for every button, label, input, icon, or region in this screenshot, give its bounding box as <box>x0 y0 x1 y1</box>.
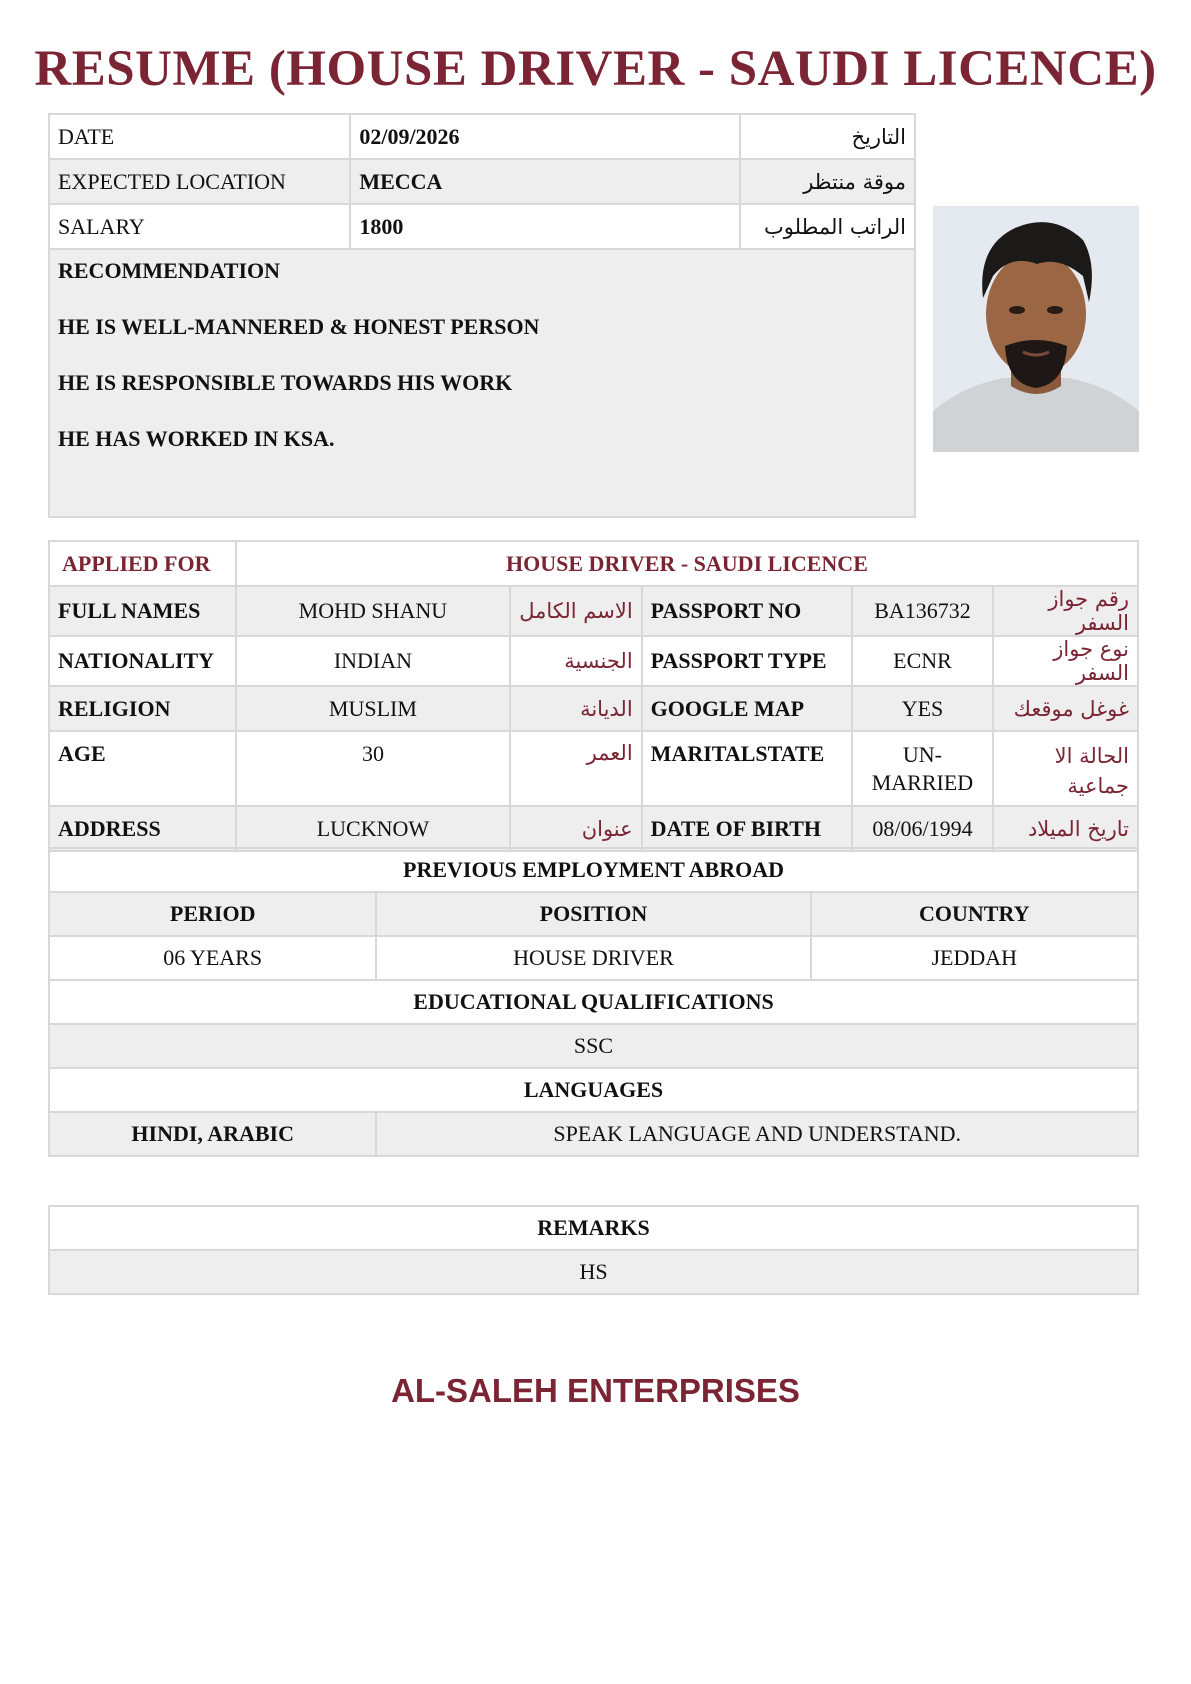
recommendation-heading: RECOMMENDATION <box>58 258 281 283</box>
dob-value: 08/06/1994 <box>852 806 994 851</box>
passport-type-label: PASSPORT TYPE <box>642 636 852 686</box>
dob-arabic-label: تاريخ الميلاد <box>993 806 1138 851</box>
details-row <box>49 686 1138 731</box>
personal-details-table <box>48 540 1139 852</box>
date-row <box>49 114 915 159</box>
salary-row <box>49 204 915 249</box>
age-arabic-label: العمر <box>510 731 642 806</box>
date-arabic-label: التاريخ <box>740 114 915 159</box>
candidate-photo-illustration <box>933 206 1139 452</box>
religion-label: RELIGION <box>49 686 236 731</box>
employment-table <box>48 847 1139 1157</box>
languages-heading-row <box>49 1068 1138 1112</box>
page-title: RESUME (HOUSE DRIVER - SAUDI LICENCE) <box>34 41 1157 97</box>
passport-no-value: BA136732 <box>852 586 994 636</box>
location-value: MECCA <box>350 159 740 204</box>
recommendation-line: HE IS RESPONSIBLE TOWARDS HIS WORK <box>58 370 513 395</box>
location-row <box>49 159 915 204</box>
languages-list: HINDI, ARABIC <box>49 1112 376 1156</box>
recommendation-line: HE IS WELL-MANNERED & HONEST PERSON <box>58 314 540 339</box>
google-map-arabic-label: غوغل موقعك <box>993 686 1138 731</box>
remarks-heading: REMARKS <box>49 1206 1138 1250</box>
marital-value: UN-MARRIED <box>852 731 994 806</box>
recommendation-row <box>49 249 915 517</box>
dob-label: DATE OF BIRTH <box>642 806 852 851</box>
nationality-arabic-label: الجنسية <box>510 636 642 686</box>
nationality-value: INDIAN <box>236 636 510 686</box>
remarks-value: HS <box>49 1250 1138 1294</box>
date-label: DATE <box>49 114 350 159</box>
education-value-row <box>49 1024 1138 1068</box>
header-info-table <box>48 113 916 518</box>
full-names-label: FULL NAMES <box>49 586 236 636</box>
google-map-value: YES <box>852 686 994 731</box>
passport-no-label: PASSPORT NO <box>642 586 852 636</box>
languages-level: SPEAK LANGUAGE AND UNDERSTAND. <box>376 1112 1138 1156</box>
languages-heading: LANGUAGES <box>49 1068 1138 1112</box>
details-row <box>49 586 1138 636</box>
employment-period: 06 YEARS <box>49 936 376 980</box>
education-value: SSC <box>49 1024 1138 1068</box>
company-name: AL-SALEH ENTERPRISES <box>391 1372 800 1409</box>
education-heading: EDUCATIONAL QUALIFICATIONS <box>49 980 1138 1024</box>
details-row <box>49 636 1138 686</box>
passport-type-value: ECNR <box>852 636 994 686</box>
candidate-photo <box>933 206 1139 452</box>
column-period: PERIOD <box>49 892 376 936</box>
address-label: ADDRESS <box>49 806 236 851</box>
age-label: AGE <box>49 731 236 806</box>
age-value: 30 <box>236 731 510 806</box>
passport-no-arabic-label: رقم جواز السفر <box>993 586 1138 636</box>
marital-arabic-label: الحالة الا جماعية <box>993 731 1138 806</box>
languages-row <box>49 1112 1138 1156</box>
full-names-arabic-label: الاسم الكامل <box>510 586 642 636</box>
employment-columns-row <box>49 892 1138 936</box>
column-country: COUNTRY <box>811 892 1138 936</box>
address-arabic-label: عنوان <box>510 806 642 851</box>
full-names-value: MOHD SHANU <box>236 586 510 636</box>
location-arabic-label: موقة منتظر <box>740 159 915 204</box>
employment-country: JEDDAH <box>811 936 1138 980</box>
recommendation-line: HE HAS WORKED IN KSA. <box>58 426 335 451</box>
date-value: 02/09/2026 <box>350 114 740 159</box>
religion-arabic-label: الديانة <box>510 686 642 731</box>
table-row <box>49 936 1138 980</box>
remarks-value-row <box>49 1250 1138 1294</box>
nationality-label: NATIONALITY <box>49 636 236 686</box>
address-value: LUCKNOW <box>236 806 510 851</box>
religion-value: MUSLIM <box>236 686 510 731</box>
employment-heading-row <box>49 848 1138 892</box>
employment-position: HOUSE DRIVER <box>376 936 810 980</box>
applied-for-row <box>49 541 1138 586</box>
recommendation-block <box>49 249 915 517</box>
column-position: POSITION <box>376 892 810 936</box>
salary-label: SALARY <box>49 204 350 249</box>
remarks-heading-row <box>49 1206 1138 1250</box>
details-row <box>49 806 1138 851</box>
marital-label: MARITALSTATE <box>642 731 852 806</box>
education-heading-row <box>49 980 1138 1024</box>
salary-value: 1800 <box>350 204 740 249</box>
passport-type-arabic-label: نوع جواز السفر <box>993 636 1138 686</box>
applied-for-value: HOUSE DRIVER - SAUDI LICENCE <box>236 541 1138 586</box>
details-row <box>49 731 1138 806</box>
remarks-table <box>48 1205 1139 1295</box>
employment-heading: PREVIOUS EMPLOYMENT ABROAD <box>49 848 1138 892</box>
location-label: EXPECTED LOCATION <box>49 159 350 204</box>
applied-for-label: APPLIED FOR <box>49 541 236 586</box>
salary-arabic-label: الراتب المطلوب <box>740 204 915 249</box>
google-map-label: GOOGLE MAP <box>642 686 852 731</box>
